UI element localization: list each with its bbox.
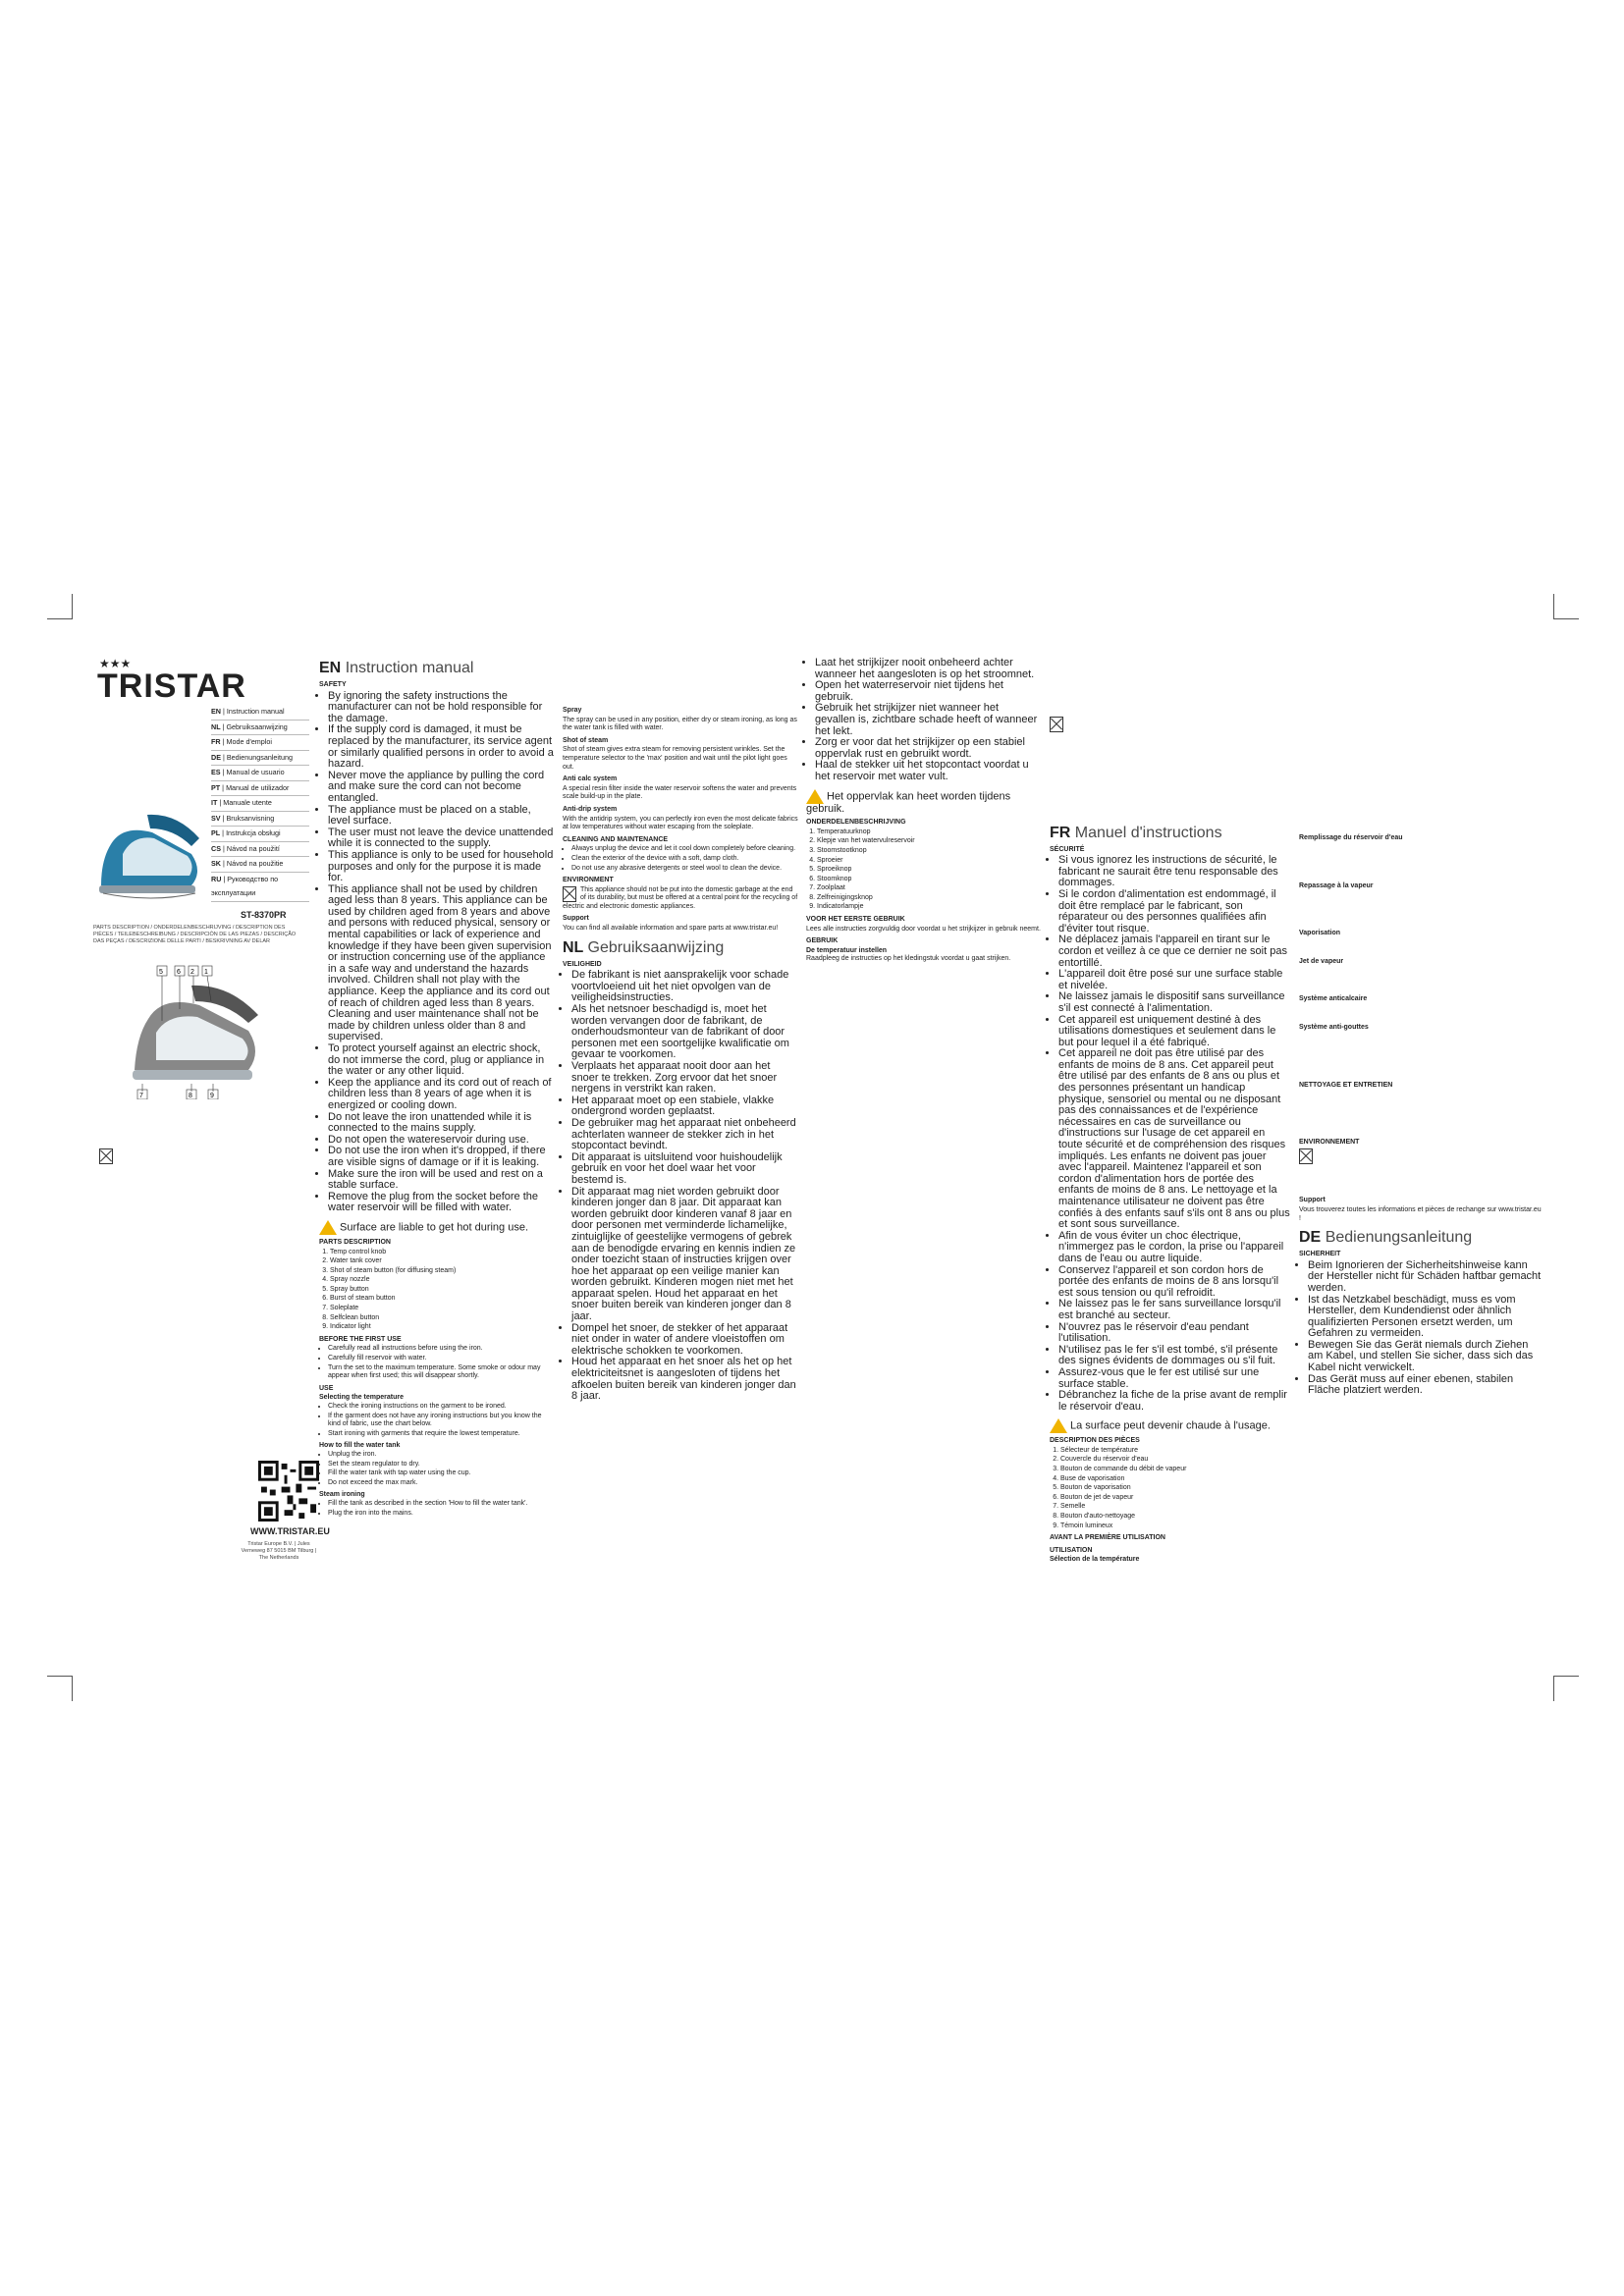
model-number: ST-8370PR xyxy=(241,910,287,920)
fr-support-text: Vous trouverez toutes les informations et pièces de rechange sur www.tristar.eu ! xyxy=(1299,1205,1542,1222)
anticalc-heading: Anti calc system xyxy=(563,775,618,783)
weee-icon xyxy=(99,1148,113,1168)
website: WWW.TRISTAR.EU xyxy=(250,1526,330,1536)
hot-surface-warning: Surface are liable to get hot during use. xyxy=(319,1220,555,1235)
nl-first-use-text: Lees alle instructies zorgvuldig door voordat u het strijkijzer in gebruik neemt. xyxy=(806,925,1041,933)
weee-icon xyxy=(1299,1148,1313,1164)
nl-parts-heading: ONDERDELENBESCHRIJVING xyxy=(806,819,906,827)
language-item: FR | Mode d'emploi xyxy=(211,735,309,751)
nl-safety-list: • De fabrikant is niet aansprakelijk voor schade voortvloeiend uit het niet opvolgen van de veiligheidsinstructies. • Als het netsnoer beschadigd is, moet het worden vervangen door de fabrikant, de onderhoudsmonteur van de fabrikant of door personen met een soortgelijke kwalificatie om gevaar te voorkomen. • Verplaats het apparaat nooit door aan het snoer te trekken. Zorg ervoor dat het snoer nergens in verstrikt kan raken. • Het apparaat moet op een stabiele, vlakke ondergrond worden geplaatst. • De gebruiker mag het apparaat niet onbeheerd achterlaten wanneer de stekker zich in het stopcontact bevindt. • Dit apparaat is uitsluitend voor huishoudelijk gebruik en voor het doel waar het voor bestemd is. • Dit apparaat mag niet worden gebruikt door kinderen jonger dan 8 jaar. Dit apparaat kan worden gebruikt door kinderen vanaf 8 jaar en door personen met verminderde lichamelijke, zintuiglijke of geestelijke vermogens of gebrek aan de benodigde ervaring en kennis indien ze onder toezicht staan of instructies krijgen over hoe het apparaat op een veilige manier kan worden gebruikt. Kinderen mogen niet met het apparaat spelen. Houd het apparaat en het snoer buiten bereik van kinderen jonger dan 8 jaar. • Dompel het snoer, de stekker of het apparaat niet onder in water of andere vloeistoffen om elektrische schokken te voorkomen. • Houd het apparaat en het snoer als het op het elektriciteitsnet is aangesloten of tijdens het afkoelen buiten bereik van kinderen jonger dan 8 jaar. xyxy=(563,970,798,1403)
nl-use-text: Raadpleeg de instructies op het kledingstuk voordat u gaat strijken. xyxy=(806,955,1011,963)
cleaning-heading: CLEANING AND MAINTENANCE xyxy=(563,835,669,843)
language-item: IT | Manuale utente xyxy=(211,796,309,812)
language-item: NL | Gebruiksaanwijzing xyxy=(211,721,309,736)
cleaning-list: • Always unplug the device and let it cool down completely before cleaning. • Clean the exterior of the device with a soft, damp cloth. • Do not use any abrasive detergents or steel wool to clean the device. xyxy=(563,845,798,873)
callout-label: 8 xyxy=(189,1093,192,1099)
crop-mark xyxy=(1553,618,1579,619)
fr-safety-heading: SÉCURITÉ xyxy=(1050,845,1085,853)
use-subheading: Selecting the temperature xyxy=(319,1394,404,1402)
en-nl-column xyxy=(563,658,798,1403)
language-item: CS | Návod na použití xyxy=(211,842,309,858)
language-item: RU | Руководство по эксплуатации xyxy=(211,873,309,902)
en-column xyxy=(319,658,555,1519)
qr-code xyxy=(258,1461,319,1522)
crop-mark xyxy=(1553,1676,1554,1701)
manual-sheet xyxy=(93,658,1566,1639)
brand-logo: TRISTAR xyxy=(97,667,246,705)
spray-heading: Spray xyxy=(563,707,582,714)
warning-icon xyxy=(1050,1418,1067,1433)
section-title-en: EN Instruction manual xyxy=(319,660,474,676)
weee-icon xyxy=(563,886,576,902)
fr-antidrip-heading: Système anti-gouttes xyxy=(1299,1023,1369,1031)
fr-vapor-heading: Vaporisation xyxy=(1299,930,1341,937)
warning-icon xyxy=(806,789,824,804)
fr-parts-list: 1. Sélecteur de température 2. Couvercle du réservoir d'eau 3. Bouton de commande du débit de vapeur 4. Buse de vaporisation 5. Bouton de vaporisation 6. Bouton de jet de vapeur 7. Semelle 8. Bouton d'auto-nettoyage 9. Témoin lumineux xyxy=(1050,1447,1290,1530)
steam-list: • Fill the tank as described in the section 'How to fill the water tank'. • Plug the iron into the mains. xyxy=(319,1500,555,1518)
fr-steam-heading: Repassage à la vapeur xyxy=(1299,881,1374,889)
crop-mark xyxy=(47,618,73,619)
support-text: You can find all available information and spare parts at www.tristar.eu! xyxy=(563,925,779,933)
fr-first-use-heading: AVANT LA PREMIÈRE UTILISATION xyxy=(1050,1534,1165,1542)
crop-mark xyxy=(1553,594,1554,619)
company-address: Tristar Europe B.V. | Jules Verneweg 87 5015 BM Tilburg | The Netherlands xyxy=(241,1541,317,1561)
fr-environment-heading: ENVIRONNEMENT xyxy=(1299,1139,1360,1147)
nl-safety-heading: VEILIGHEID xyxy=(563,960,602,968)
fr-anticalc-heading: Système anticalcaire xyxy=(1299,995,1368,1003)
brand-stars: ★★★ xyxy=(99,657,132,670)
fr-jet-heading: Jet de vapeur xyxy=(1299,957,1344,965)
parts-diagram xyxy=(123,962,270,1099)
section-title-de: DE Bedienungsanleitung xyxy=(1299,1229,1473,1247)
fr-fill-heading: Remplissage du réservoir d'eau xyxy=(1299,834,1403,841)
fr-support-heading: Support xyxy=(1299,1197,1326,1204)
steam-heading: Steam ironing xyxy=(319,1491,365,1499)
callout-label: 9 xyxy=(210,1093,214,1099)
nl-hot-surface-warning: Het oppervlak kan heet worden tijdens gebruik. xyxy=(806,789,1011,815)
de-safety-heading: SICHERHEIT xyxy=(1299,1251,1341,1258)
fr-de-column xyxy=(1299,658,1544,1397)
anticalc-text: A special resin filter inside the water reservoir softens the water and prevents scale build-up in the plate. xyxy=(563,784,797,801)
language-item: SK | Návod na použitie xyxy=(211,857,309,873)
crop-mark xyxy=(47,1676,73,1677)
language-item: SV | Bruksanvisning xyxy=(211,812,309,828)
fill-list: • Unplug the iron. • Set the steam regulator to dry. • Fill the water tank with tap water using the cup. • Do not exceed the max mark. xyxy=(319,1451,555,1487)
fr-hot-surface-warning: La surface peut devenir chaude à l'usage. xyxy=(1050,1418,1290,1433)
support-heading: Support xyxy=(563,915,589,923)
antidrip-text: With the antidrip system, you can perfectly iron even the most delicate fabrics at low temperatures without water escaping from the soleplate. xyxy=(563,815,798,831)
section-title-nl: NL Gebruiksaanwijzing xyxy=(563,938,725,956)
section-title-fr: FR Manuel d'instructions xyxy=(1050,824,1222,841)
fr-safety-list: • Si vous ignorez les instructions de sécurité, le fabricant ne saurait être tenu responsable des dommages. • Si le cordon d'alimentation est endommagé, il doit être remplacé par le fabricant, son réparateur ou des personnes qualifiées afin d'éviter tout risque. • Ne déplacez jamais l'appareil en tirant sur le cordon et veillez à ce que ce dernier ne soit pas entortillé. • L'appareil doit être posé sur une surface stable et nivelée. • Ne laissez jamais le dispositif sans surveillance s'il est connecté à l'alimentation. • Cet appareil est uniquement destiné à des utilisations domestiques et seulement dans le but pour lequel il a été fabriqué. • Cet appareil ne doit pas être utilisé par des enfants de moins de 8 ans. Cet appareil peut être utilisé par des enfants de 8 ans ou plus et des personnes présentant un handicap physique, sensoriel ou mental ou ne disposant pas des connaissances et de l'expérience nécessaires en cas de surveillance ou d'instructions sur l'usage de cet appareil en toute sécurité et de compréhension des risques impliqués. Les enfants ne doivent pas jouer avec l'appareil. Maintenez l'appareil et son cordon d'alimentation hors de portée des enfants de moins de 8 ans. Le nettoyage et la maintenance utilisateur ne doivent pas être confiés à des enfants sauf s'ils ont 8 ans ou plus et sont sous surveillance. • Afin de vous éviter un choc électrique, n'immergez pas le cordon, la prise ou l'appareil dans de l'eau ou autre liquide. • Conservez l'appareil et son cordon hors de portée des enfants de moins de 8 ans lorsqu'il est sous tension ou qu'il refroidit. • Ne laissez pas le fer sans surveillance lorsqu'il est branché au secteur. • N'ouvrez pas le réservoir d'eau pendant l'utilisation. • N'utilisez pas le fer s'il est tombé, s'il présente des signes évidents de dommages ou s'il fuit. • Assurez-vous que le fer est utilisé sur une surface stable. • Débranchez la fiche de la prise avant de remplir le réservoir d'eau. xyxy=(1050,855,1290,1413)
language-item: PL | Instrukcja obsługi xyxy=(211,827,309,842)
spray-text: The spray can be used in any position, either dry or steam ironing, as long as the water tank is filled with water. xyxy=(563,716,797,732)
callout-label: 1 xyxy=(204,969,208,976)
environment-heading: ENVIRONMENT xyxy=(563,877,614,884)
use-list: • Check the ironing instructions on the garment to be ironed. • If the garment does not have any ironing instructions but you know the kind of fabric, use the chart below. • Start ironing with garments that require the lowest temperature. xyxy=(319,1403,555,1438)
nl-first-use-heading: VOOR HET EERSTE GEBRUIK xyxy=(806,916,905,924)
fr-use-subheading: Sélection de la température xyxy=(1050,1556,1140,1564)
nl-use-subheading: De temperatuur instellen xyxy=(806,946,888,954)
safety-heading: SAFETY xyxy=(319,681,347,688)
weee-icon xyxy=(1050,717,1063,732)
de-safety-list: • Beim Ignorieren der Sicherheitshinweise kann der Hersteller nicht für Schäden haftbar gemacht werden. • Ist das Netzkabel beschädigt, muss es vom Hersteller, dem Kundendienst oder ähnlich qualifizierten Personen ersetzt werden, um Gefahren zu vermeiden. • Bewegen Sie das Gerät niemals durch Ziehen am Kabel, und stellen Sie sicher, dass sich das Kabel nicht verwickelt. • Das Gerät muss auf einer ebenen, stabilen Fläche platziert werden. xyxy=(1299,1260,1544,1397)
language-list xyxy=(211,705,309,902)
language-item: PT | Manual de utilizador xyxy=(211,781,309,797)
fill-heading: How to fill the water tank xyxy=(319,1442,401,1450)
fr-cleaning-heading: NETTOYAGE ET ENTRETIEN xyxy=(1299,1081,1393,1089)
nl-safety-list-continued: • Laat het strijkijzer nooit onbeheerd achter wanneer het aangesloten is op het stroomnet. • Open het waterreservoir niet tijdens het gebruik. • Gebruik het strijkijzer niet wanneer het gevallen is, zichtbare schade heeft of wanneer het lekt. • Zorg er voor dat het strijkijzer op een stabiel oppervlak rust en gebruikt wordt. • Haal de stekker uit het stopcontact voordat u het reservoir met water vult. xyxy=(806,658,1042,783)
language-item: EN | Instruction manual xyxy=(211,705,309,721)
parts-list: 1. Temp control knob 2. Water tank cover 3. Shot of steam button (for diffusing steam) 4. Spray nozzle 5. Spray button 6. Burst of steam button 7. Soleplate 8. Selfclean button 9. Indicator light xyxy=(319,1249,555,1332)
environment-text: This appliance should not be put into the domestic garbage at the end of its durability, but must be offered at a central point for the recycling of electric and electronic domestic appliances. xyxy=(563,885,798,910)
callout-label: 7 xyxy=(139,1093,143,1099)
parts-heading: PARTS DESCRIPTION xyxy=(319,1238,391,1246)
first-use-list: • Carefully read all instructions before using the iron. • Carefully fill reservoir with water. • Turn the set to the maximum temperature. Some smoke or odour may appear when first used; this will disappear shortly. xyxy=(319,1345,555,1380)
nl-parts-list: 1. Temperatuurknop 2. Klepje van het watervulreservoir 3. Stoomstootknop 4. Sproeier 5. Sproeiknop 6. Stoomknop 7. Zoolplaat 8. Zelfreinigingsknop 9. Indicatorlampje xyxy=(806,828,1042,912)
crop-mark xyxy=(72,594,73,619)
language-item: DE | Bedienungsanleitung xyxy=(211,751,309,767)
crop-mark xyxy=(72,1676,73,1701)
antidrip-heading: Anti-drip system xyxy=(563,805,618,813)
shot-text: Shot of steam gives extra steam for removing persistent wrinkles. Set the temperature selector to the 'max' position and wait until the pilot light goes out. xyxy=(563,746,787,771)
product-photo xyxy=(93,795,211,913)
use-heading: USE xyxy=(319,1384,334,1392)
crop-mark xyxy=(1553,1676,1579,1677)
callout-label: 2 xyxy=(190,969,194,976)
fr-weee-block xyxy=(1050,717,1290,736)
language-item: ES | Manual de usuario xyxy=(211,766,309,781)
shot-heading: Shot of steam xyxy=(563,736,609,744)
callout-label: 6 xyxy=(177,969,181,976)
fr-env-icon xyxy=(1299,1148,1544,1168)
first-use-heading: BEFORE THE FIRST USE xyxy=(319,1335,402,1343)
fr-parts-heading: DESCRIPTION DES PIÈCES xyxy=(1050,1437,1140,1445)
callout-label: 5 xyxy=(159,969,163,976)
safety-list: • By ignoring the safety instructions the manufacturer can not be hold responsible for the damage. • If the supply cord is damaged, it must be replaced by the manufacturer, its service agent or similarly qualified persons in order to avoid a hazard. • Never move the appliance by pulling the cord and make sure the cord can not become entangled. • The appliance must be placed on a stable, level surface. • The user must not leave the device unattended while it is connected to the supply. • This appliance is only to be used for household purposes and only for the purpose it is made for. • This appliance shall not be used by children aged less than 8 years. This appliance can be used by children aged from 8 years and above and persons with reduced physical, sensory or mental capabilities or lack of experience and knowledge if they have been given supervision or instruction concerning use of the appliance in a safe way and understand the hazards involved. Children shall not play with the appliance. Keep the appliance and its cord out of reach of children aged less than 8 years. Cleaning and user maintenance shall not be made by children unless older than 8 and supervised. • To protect yourself against an electric shock, do not immerse the cord, plug or appliance in the water or any other liquid. • Keep the appliance and its cord out of reach of children less than 8 years of age when it is energized or cooling down. • Do not leave the iron unattended while it is connected to the mains supply. • Do not open the watereservoir during use. • Do not use the iron when it's dropped, if there are visible signs of damage or if it is leaking. • Make sure the iron will be used and rest on a stable surface. • Remove the plug from the socket before the water reservoir will be filled with water. xyxy=(319,691,555,1214)
nl-column xyxy=(806,658,1042,967)
warning-icon xyxy=(319,1220,337,1235)
fr-column xyxy=(1050,658,1290,1565)
nl-use-heading: GEBRUIK xyxy=(806,937,839,945)
fr-use-heading: UTILISATION xyxy=(1050,1546,1093,1554)
parts-caption: PARTS DESCRIPTION / ONDERDELENBESCHRIJVING / DESCRIPTION DES PIÈCES / TEILEBESCHREIBUNG / DESCRIPCIÓN DE LAS PIEZAS / DESCRIÇÃO DAS PEÇAS / DESCRIZIONE DELLE PARTI / BESKRIVNING AV DELAR xyxy=(93,925,297,944)
